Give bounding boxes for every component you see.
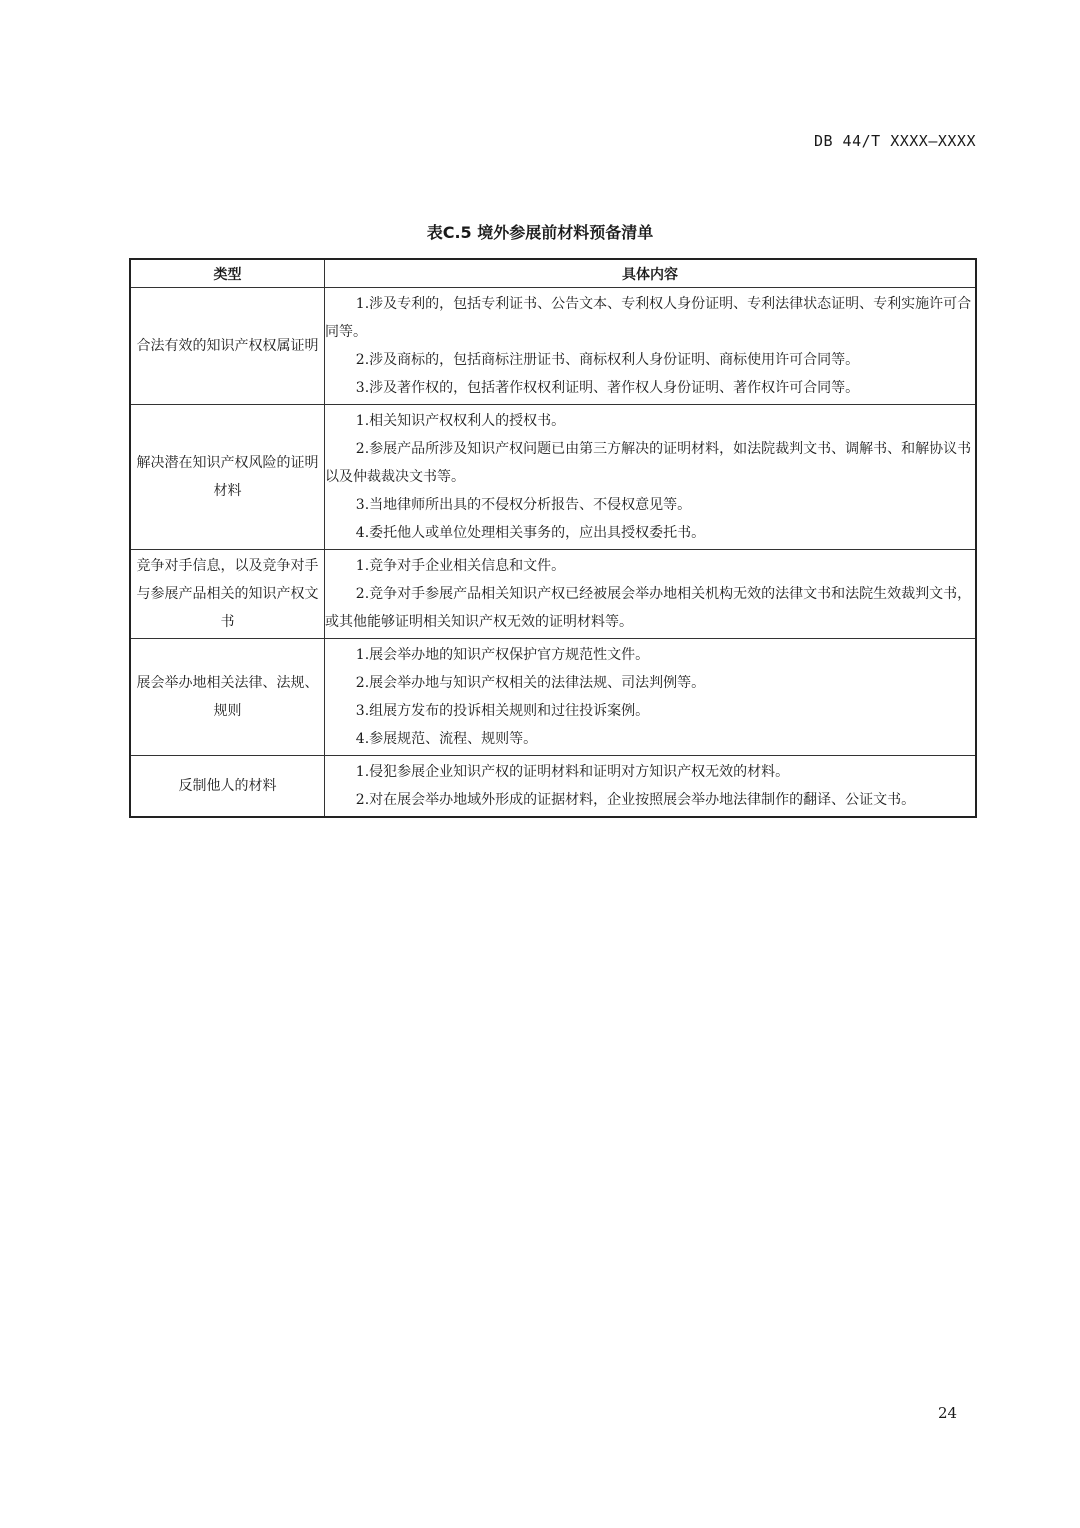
page-number: 24 <box>938 1404 958 1422</box>
column-header-content: 具体内容 <box>325 259 977 288</box>
table-row <box>130 288 976 405</box>
table-row <box>130 756 976 818</box>
materials-table <box>129 258 977 818</box>
content-item: 3.涉及著作权的，包括著作权权利证明、著作权人身份证明、著作权许可合同等。 <box>355 380 860 396</box>
row-content <box>325 756 977 818</box>
row-content <box>325 405 977 550</box>
content-item: 1.展会举办地的知识产权保护官方规范性文件。 <box>355 647 650 663</box>
row-category: 展会举办地相关法律、法规、规则 <box>130 639 325 756</box>
row-content <box>325 288 977 405</box>
content-item: 2.展会举办地与知识产权相关的法律法规、司法判例等。 <box>355 675 706 691</box>
table-row <box>130 639 976 756</box>
content-item: 2.涉及商标的，包括商标注册证书、商标权利人身份证明、商标使用许可合同等。 <box>355 352 860 368</box>
content-item: 1.侵犯参展企业知识产权的证明材料和证明对方知识产权无效的材料。 <box>355 764 790 780</box>
content-item: 4.委托他人或单位处理相关事务的，应出具授权委托书。 <box>355 525 706 541</box>
row-category: 反制他人的材料 <box>130 756 325 818</box>
row-content <box>325 639 977 756</box>
table-header-row <box>130 259 976 288</box>
row-content <box>325 550 977 639</box>
content-item: 1.竞争对手企业相关信息和文件。 <box>355 558 566 574</box>
document-code: DB 44/T XXXX—XXXX <box>813 132 976 150</box>
row-category: 合法有效的知识产权权属证明 <box>130 288 325 405</box>
content-item: 3.组展方发布的投诉相关规则和过往投诉案例。 <box>355 703 650 719</box>
table-row <box>130 405 976 550</box>
column-header-type: 类型 <box>130 259 325 288</box>
table-title: 表C.5 境外参展前材料预备清单 <box>426 223 654 242</box>
content-item: 3.当地律师所出具的不侵权分析报告、不侵权意见等。 <box>355 497 692 513</box>
content-item: 1.相关知识产权权利人的授权书。 <box>355 413 566 429</box>
content-item: 2.竞争对手参展产品相关知识产权已经被展会举办地相关机构无效的法律文书和法院生效裁判文书，或其他能够证明相关知识产权无效的证明材料等。 <box>325 586 972 630</box>
content-item: 1.涉及专利的，包括专利证书、公告文本、专利权人身份证明、专利法律状态证明、专利实施许可合同等。 <box>325 296 972 340</box>
row-category: 解决潜在知识产权风险的证明材料 <box>130 405 325 550</box>
content-item: 4.参展规范、流程、规则等。 <box>355 731 538 747</box>
content-item: 2.参展产品所涉及知识产权问题已由第三方解决的证明材料，如法院裁判文书、调解书、和解协议书以及仲裁裁决文书等。 <box>325 441 972 485</box>
row-category: 竞争对手信息，以及竞争对手与参展产品相关的知识产权文书 <box>130 550 325 639</box>
table-row <box>130 550 976 639</box>
content-item: 2.对在展会举办地域外形成的证据材料，企业按照展会举办地法律制作的翻译、公证文书。 <box>355 792 916 808</box>
